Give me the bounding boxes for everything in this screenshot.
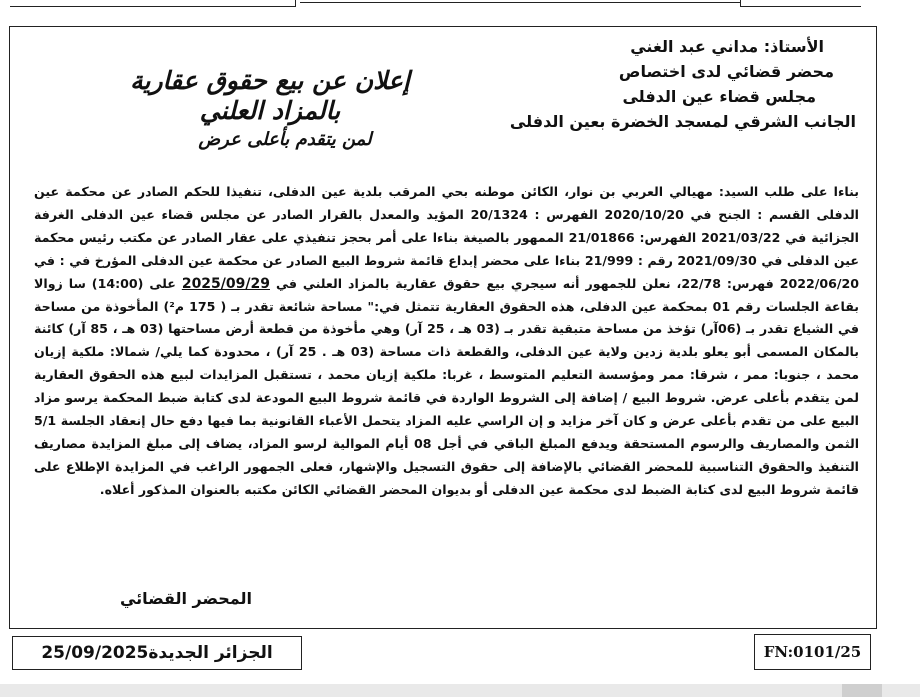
bailiff-name: الأستاذ: مداني عبد الغني [630,37,824,56]
signature: المحضر القضائي [119,589,252,608]
bottom-strip [0,684,920,697]
bottom-strip-mark [842,684,882,697]
notice-subtitle: لمن يتقدم بأعلى عرض [198,129,372,150]
top-left-divider [10,0,296,7]
top-middle-divider [300,0,740,3]
top-border-lines [0,0,920,14]
notice-title-block [100,66,440,154]
bailiff-header [476,34,856,134]
auction-date: 2025/09/29 [181,275,270,292]
notice-title-line2: بالمزاد العلني [199,96,341,125]
notice-body [34,181,859,502]
top-right-divider [740,0,861,7]
body-part1: بناءا على طلب السيد: مهيالي العربي بن نوار، الكائن موطنه بحي المرقب بلدية عين الدفلى، تنفيذا للحكم الصادر عن محكمة عين الدفلى القسم : الجنح في 2020/10/20 الفهرس : 20/1324 المؤيد والمعدل بالقرار الصادر عن مجلس قضاء عين الدفلى الغرفة الجزائية في 2021/03/22 الفهرس: 21/01866 الممهور بالصيغة بناءا على أمر بحجز تنفيذي على عقار الصادر عن مكتب رئيس محكمة عين الدفلى في 2021/09/30 رقم : 21/999 بناءا على محضر إبداع قائمة شروط البيع الصادر عن محكمة عين الدفلى المؤرخ في : في 2022/06/20 فهرس: 22/78، نعلن للجمهور أنه سيجري بيع حقوق عقارية بالمزاد العلني في [34,184,860,291]
publication-box: الجزائر الجديدة25/09/2025 [12,636,302,670]
bailiff-title: محضر قضائي لدى اختصاص [618,62,834,81]
office-address: الجانب الشرقي لمسجد الخضرة بعين الدفلى [509,112,856,131]
fn-reference-box: FN:0101/25 [754,634,871,670]
court-jurisdiction: مجلس قضاء عين الدفلى [622,87,816,106]
body-part2: على (14:00) سا زوالا بقاعة الجلسات رقم 01 بمحكمة عين الدفلى، هذه الحقوق العقارية تتمثل في:" مساحة شائعة تقدر بـ ( 175 م²) المأخوذة من مساحة في الشياع تقدر بـ (06آر) تؤخذ من مساحة متبقية تقدر بـ (03 هـ ، 25 آر) وهي مأخوذة من قطعة أرض مساحتها (03 هـ ، 85 آر) كائنة بالمكان المسمى أبو يعلو بلدية زدين ولاية عين الدفلى، والقطعة ذات مساحة (03 هـ . 25 آر) ، محدودة كما يلي/ شمالا: ملكية إزيان محمد ، جنوبا: ممر ، شرقا: ممر ومؤسسة التعليم المتوسط ، غربا: ملكية إزيان محمد ، تستقبل المزايدات لبيع هذه الحقوق العقارية لمن يتقدم بأعلى عرض. شروط البيع / إضافة إلى الشروط الواردة في قائمة شروط البيع المودعة لدى كتابة ضبط المحكمة يرسو مزاد البيع على من تقدم بأعلى عرض و كان آخر مزايد و إن الراسي عليه المزاد يتحمل الأعباء القانونية بما فيها دفع حال إنعقاد الجلسة 5/1 الثمن والمصاريف والرسوم المستحقة ويدفع المبلغ الباقي في أجل 08 أيام الموالية لرسو المزاد، يضاف إلى مبلغ المزايدة مصاريف التنفيذ والحقوق التناسبية للمحضر القضائي بالإضافة إلى حقوق التسجيل والإشهار، فعلى الجمهور الراغب في المزايدة الإطلاع على قائمة شروط البيع لدى كتابة الضبط لدى محكمة عين الدفلى أو بديوان المحضر القضائي الكائن مكتبه بالعنوان المذكور أعلاه. [34,275,860,497]
notice-title: إعلان عن بيع حقوق عقارية [130,66,410,95]
